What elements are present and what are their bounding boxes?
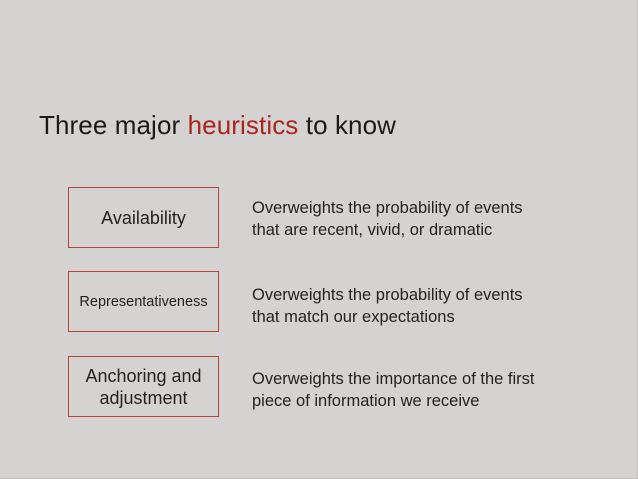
heuristic-box-anchoring: Anchoring and adjustment	[68, 356, 219, 417]
heuristic-description-representativeness: Overweights the probability of events that match our expectations	[252, 286, 523, 326]
heuristic-description-anchoring: Overweights the importance of the first piece of information we receive	[252, 370, 535, 410]
title-suffix: to know	[298, 110, 397, 140]
heuristic-description-availability: Overweights the probability of events that are recent, vivid, or dramatic	[252, 199, 523, 239]
title-prefix: Three major	[39, 110, 188, 140]
heuristic-box-representativeness: Representativeness	[68, 271, 219, 332]
slide-title	[39, 108, 396, 142]
heuristic-box-availability: Availability	[68, 187, 219, 248]
title-accent-word: heuristics	[187, 110, 299, 140]
